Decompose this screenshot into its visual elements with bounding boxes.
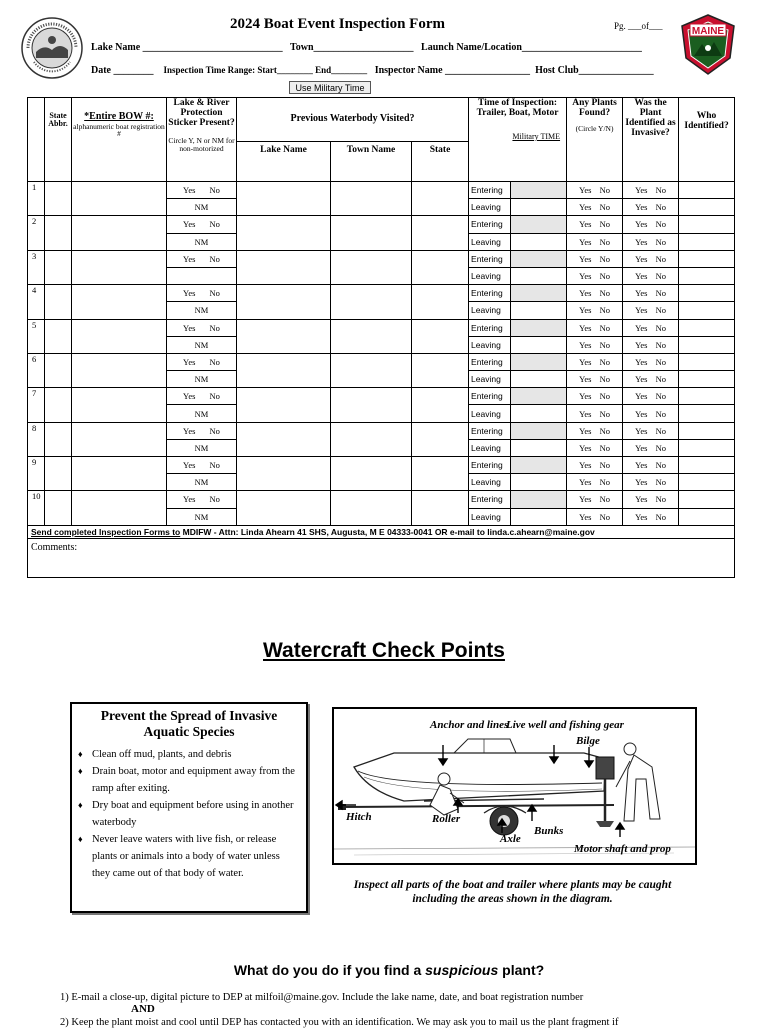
sticker-nm[interactable]: NM [167,336,237,353]
previous-state-cell[interactable] [412,422,469,456]
label-roller: Roller [432,813,461,825]
plants-found-yes-no[interactable]: Yes No [567,302,623,319]
sticker-nm[interactable]: NM [167,233,237,250]
plants-found-yes-no[interactable]: Yes No [567,182,623,199]
sticker-yes-no[interactable]: Yes No [167,319,237,336]
leaving-label: Leaving [469,474,511,491]
prevent-spread-box [70,702,308,913]
bow-number-cell[interactable] [72,319,167,353]
row-number: 8 [28,422,45,456]
previous-lake-cell[interactable] [237,388,331,422]
bow-number-cell[interactable] [72,182,167,216]
leaving-time-cell[interactable] [511,439,567,456]
entering-label: Entering [469,216,511,233]
send-address: MDIFW - Attn: Linda Ahearn 41 SHS, Augusta, M E 04333-0041 OR e-mail to linda.c.ahearn@maine.gov [180,526,595,537]
who-identified-cell[interactable] [679,371,735,388]
entering-label: Entering [469,285,511,302]
row-number: 7 [28,388,45,422]
entering-time-cell[interactable] [511,216,567,233]
state-abbr-cell[interactable] [45,491,72,525]
entering-label: Entering [469,457,511,474]
table-row [28,353,735,370]
previous-lake-cell[interactable] [237,353,331,387]
previous-town-cell[interactable] [331,319,412,353]
sticker-subheader: Circle Y, N or NM for non-motorized [168,135,235,153]
plants-found-yes-no[interactable]: Yes No [567,422,623,439]
table-row [28,319,735,336]
dep-seal-logo [20,16,84,80]
who-identified-cell[interactable] [679,474,735,491]
label-axle: Axle [500,833,521,845]
table-row [28,388,735,405]
plants-found-yes-no[interactable]: Yes No [567,250,623,267]
row-number: 3 [28,250,45,284]
entering-label: Entering [469,319,511,336]
entering-time-cell[interactable] [511,319,567,336]
plants-found-yes-no[interactable]: Yes No [567,491,623,508]
who-identified-cell[interactable] [679,353,735,370]
who-identified-cell[interactable] [679,302,735,319]
sticker-nm[interactable]: NM [167,371,237,388]
step-2-text: 2) Keep the plant moist and cool until DEP has contacted you with an identification. We may ask you to mail us the plant fragment if [60,1017,619,1028]
who-identified-cell[interactable] [679,388,735,405]
leaving-label: Leaving [469,439,511,456]
plants-found-yes-no[interactable]: Yes No [567,353,623,370]
who-identified-cell[interactable] [679,250,735,267]
entering-label: Entering [469,422,511,439]
label-anchor-lines: Anchor and lines [430,719,509,731]
prevent-spread-list [78,746,300,882]
invasive-yes-no[interactable]: Yes No [623,422,679,439]
state-abbr-cell[interactable] [45,216,72,250]
sticker-yes-no[interactable]: Yes No [167,182,237,199]
sticker-nm[interactable]: NM [167,302,237,319]
host-club-field[interactable]: Host Club_______________ [535,65,654,76]
lake-name-field[interactable]: Lake Name ____________________________ [91,42,283,53]
invasive-yes-no[interactable]: Yes No [623,508,679,525]
state-abbr-cell[interactable] [45,319,72,353]
inspection-time-range-field[interactable]: Inspection Time Range: Start________ End________ [163,65,368,75]
who-identified-cell[interactable] [679,405,735,422]
plants-found-yes-no[interactable]: Yes No [567,233,623,250]
previous-lake-cell[interactable] [237,182,331,216]
sticker-nm[interactable]: NM [167,508,237,525]
page-number-field[interactable]: Pg. ___of___ [614,21,663,31]
entering-time-cell[interactable] [511,422,567,439]
leaving-label: Leaving [469,371,511,388]
previous-lake-cell[interactable] [237,491,331,525]
who-identified-cell[interactable] [679,267,735,284]
bow-number-cell[interactable] [72,457,167,491]
bow-number-cell[interactable] [72,216,167,250]
who-identified-cell[interactable] [679,457,735,474]
bow-header: *Entire BOW #: [84,111,154,122]
time-of-inspection-header: Time of Inspection: Trailer, Boat, Motor [476,98,559,118]
who-identified-cell[interactable] [679,233,735,250]
sticker-yes-no[interactable]: Yes No [167,422,237,439]
sticker-yes-no[interactable]: Yes No [167,457,237,474]
plants-found-yes-no[interactable]: Yes No [567,457,623,474]
plants-found-yes-no[interactable]: Yes No [567,285,623,302]
who-identified-cell[interactable] [679,285,735,302]
previous-state-cell[interactable] [412,388,469,422]
entering-label: Entering [469,250,511,267]
plants-found-yes-no[interactable]: Yes No [567,216,623,233]
who-identified-cell[interactable] [679,199,735,216]
previous-lake-cell[interactable] [237,319,331,353]
previous-lake-cell[interactable] [237,422,331,456]
list-item: ♦ Never leave waters with live fish, or release plants or animals into a body of water unless they came out of that body of water. [78,831,300,882]
previous-state-cell[interactable] [412,250,469,284]
comments-field[interactable] [28,538,735,577]
row-number: 10 [28,491,45,525]
row-number: 9 [28,457,45,491]
previous-town-cell[interactable] [331,353,412,387]
launch-location-field[interactable]: Launch Name/Location________________________ [421,42,642,53]
sticker-nm[interactable]: NM [167,405,237,422]
inspector-name-field[interactable]: Inspector Name _________________ [374,65,531,76]
invasive-header: Was the Plant Identified as Invasive? [623,98,679,182]
label-hitch: Hitch [346,811,372,823]
sticker-yes-no[interactable]: Yes No [167,285,237,302]
sticker-header: Lake & River Protection Sticker Present? [168,98,235,128]
state-abbr-cell[interactable] [45,250,72,284]
comments-label: Comments: [31,541,78,553]
state-abbr-cell[interactable] [45,285,72,319]
previous-town-cell[interactable] [331,250,412,284]
invasive-yes-no[interactable]: Yes No [623,474,679,491]
plants-found-yes-no[interactable]: Yes No [567,405,623,422]
table-row [28,491,735,508]
plants-found-yes-no[interactable]: Yes No [567,474,623,491]
bow-number-cell[interactable] [72,353,167,387]
invasive-yes-no[interactable]: Yes No [623,371,679,388]
plants-found-yes-no[interactable]: Yes No [567,508,623,525]
maine-badge-logo [680,14,736,76]
leaving-label: Leaving [469,199,511,216]
previous-state-cell[interactable] [412,457,469,491]
previous-town-cell[interactable] [331,388,412,422]
state-header: State [412,142,469,182]
invasive-yes-no[interactable]: Yes No [623,491,679,508]
form-title: 2024 Boat Event Inspection Form [230,16,445,32]
table-row [28,216,735,233]
table-row [28,182,735,199]
leaving-time-cell[interactable] [511,474,567,491]
list-item: ♦ Drain boat, motor and equipment away from the ramp after exiting. [78,763,300,797]
invasive-yes-no[interactable]: Yes No [623,285,679,302]
invasive-yes-no[interactable]: Yes No [623,388,679,405]
label-bilge: Bilge [576,735,600,747]
bow-number-cell[interactable] [72,422,167,456]
who-identified-header: Who Identified? [679,98,735,182]
leaving-time-cell[interactable] [511,199,567,216]
inspection-table [27,97,735,578]
who-identified-cell[interactable] [679,491,735,508]
who-identified-cell[interactable] [679,336,735,353]
table-row [28,422,735,439]
invasive-yes-no[interactable]: Yes No [623,216,679,233]
previous-state-cell[interactable] [412,353,469,387]
svg-text:MAINE: MAINE [691,26,725,37]
leaving-time-cell[interactable] [511,302,567,319]
row-number: 1 [28,182,45,216]
state-abbr-cell[interactable] [45,388,72,422]
sticker-nm[interactable]: NM [167,439,237,456]
state-abbr-cell[interactable] [45,422,72,456]
row-number: 6 [28,353,45,387]
entering-time-cell[interactable] [511,491,567,508]
who-identified-cell[interactable] [679,319,735,336]
state-abbr-cell[interactable] [45,182,72,216]
invasive-yes-no[interactable]: Yes No [623,439,679,456]
entering-time-cell[interactable] [511,250,567,267]
lake-name-header: Lake Name [237,142,331,182]
prevent-spread-title: Prevent the Spread of Invasive Aquatic Species [100,708,278,739]
table-row [28,285,735,302]
watercraft-check-points-heading: Watercraft Check Points [263,639,505,662]
previous-lake-cell[interactable] [237,285,331,319]
diagram-caption: Inspect all parts of the boat and trailer where plants may be caught including the areas shown in the diagram. [353,879,672,905]
who-identified-cell[interactable] [679,182,735,199]
and-connector: AND [131,1003,155,1015]
sticker-yes-no[interactable]: Yes No [167,388,237,405]
entering-time-cell[interactable] [511,182,567,199]
leaving-time-cell[interactable] [511,405,567,422]
leaving-label: Leaving [469,405,511,422]
plants-found-yes-no[interactable]: Yes No [567,371,623,388]
entering-time-cell[interactable] [511,457,567,474]
leaving-time-cell[interactable] [511,336,567,353]
invasive-yes-no[interactable]: Yes No [623,199,679,216]
previous-town-cell[interactable] [331,457,412,491]
sticker-nm[interactable]: NM [167,199,237,216]
label-bunks: Bunks [534,825,564,837]
bow-number-cell[interactable] [72,388,167,422]
sticker-yes-no[interactable]: Yes No [167,250,237,267]
entering-label: Entering [469,182,511,199]
who-identified-cell[interactable] [679,439,735,456]
who-identified-cell[interactable] [679,508,735,525]
entering-time-cell[interactable] [511,353,567,370]
plants-found-subheader: (Circle Y/N) [575,123,614,133]
plants-found-yes-no[interactable]: Yes No [567,388,623,405]
previous-state-cell[interactable] [412,319,469,353]
plants-found-yes-no[interactable]: Yes No [567,439,623,456]
plants-found-yes-no[interactable]: Yes No [567,267,623,284]
previous-town-cell[interactable] [331,182,412,216]
use-military-time-button[interactable]: Use Military Time [289,81,371,94]
invasive-yes-no[interactable]: Yes No [623,233,679,250]
who-identified-cell[interactable] [679,216,735,233]
bow-number-cell[interactable] [72,250,167,284]
previous-state-cell[interactable] [412,285,469,319]
previous-waterbody-header: Previous Waterbody Visited? [237,98,469,142]
previous-town-cell[interactable] [331,422,412,456]
entering-label: Entering [469,491,511,508]
invasive-yes-no[interactable]: Yes No [623,457,679,474]
sticker-yes-no[interactable]: Yes No [167,353,237,370]
invasive-yes-no[interactable]: Yes No [623,267,679,284]
list-item: ♦ Clean off mud, plants, and debris [78,746,300,763]
plants-found-yes-no[interactable]: Yes No [567,319,623,336]
label-motor-shaft: Motor shaft and prop [574,843,671,855]
entering-label: Entering [469,353,511,370]
bow-number-cell[interactable] [72,285,167,319]
entering-label: Entering [469,388,511,405]
sticker-nm[interactable]: NM [167,474,237,491]
town-field[interactable]: Town____________________ [290,42,414,53]
previous-state-cell[interactable] [412,182,469,216]
previous-lake-cell[interactable] [237,457,331,491]
previous-lake-cell[interactable] [237,216,331,250]
invasive-yes-no[interactable]: Yes No [623,302,679,319]
plants-found-yes-no[interactable]: Yes No [567,336,623,353]
leaving-label: Leaving [469,233,511,250]
leaving-label: Leaving [469,336,511,353]
boat-trailer-diagram [332,707,697,865]
leaving-time-cell[interactable] [511,267,567,284]
leaving-time-cell[interactable] [511,233,567,250]
suspicious-plant-heading: What do you do if you find a suspicious plant? [233,962,545,978]
leaving-label: Leaving [469,267,511,284]
entering-time-cell[interactable] [511,388,567,405]
sticker-nm[interactable] [167,267,237,284]
invasive-yes-no[interactable]: Yes No [623,336,679,353]
invasive-yes-no[interactable]: Yes No [623,405,679,422]
sticker-yes-no[interactable]: Yes No [167,491,237,508]
send-label: Send completed Inspection Forms to [31,526,181,537]
label-live-well: Live well and fishing gear [506,719,624,731]
state-abbr-cell[interactable] [45,457,72,491]
plants-found-header: Any Plants Found? [572,98,617,118]
invasive-yes-no[interactable]: Yes No [623,250,679,267]
invasive-yes-no[interactable]: Yes No [623,353,679,370]
leaving-label: Leaving [469,508,511,525]
previous-town-cell[interactable] [331,216,412,250]
previous-town-cell[interactable] [331,491,412,525]
who-identified-cell[interactable] [679,422,735,439]
invasive-yes-no[interactable]: Yes No [623,182,679,199]
leaving-time-cell[interactable] [511,371,567,388]
row-number-header [28,98,45,182]
list-item: ♦ Dry boat and equipment before using in another waterbody [78,797,300,831]
leaving-time-cell[interactable] [511,508,567,525]
previous-state-cell[interactable] [412,491,469,525]
table-row [28,457,735,474]
row-number: 4 [28,285,45,319]
row-number: 2 [28,216,45,250]
previous-lake-cell[interactable] [237,250,331,284]
sticker-yes-no[interactable]: Yes No [167,216,237,233]
comments-row [28,538,735,577]
town-name-header: Town Name [331,142,412,182]
state-abbr-header: State Abbr. [45,98,72,182]
send-forms-row [28,525,735,538]
bow-subheader: alphanumeric boat registration # [73,121,165,139]
date-field[interactable]: Date ________ [91,65,154,76]
entering-time-cell[interactable] [511,285,567,302]
military-time-subheader: Military TIME [512,131,561,141]
previous-state-cell[interactable] [412,216,469,250]
previous-town-cell[interactable] [331,285,412,319]
bow-number-cell[interactable] [72,491,167,525]
plants-found-yes-no[interactable]: Yes No [567,199,623,216]
table-row [28,250,735,267]
step-1-text: 1) E-mail a close-up, digital picture to DEP at milfoil@maine.gov. Include the lake name, date, and boat registration number [60,992,584,1003]
state-abbr-cell[interactable] [45,353,72,387]
row-number: 5 [28,319,45,353]
invasive-yes-no[interactable]: Yes No [623,319,679,336]
leaving-label: Leaving [469,302,511,319]
